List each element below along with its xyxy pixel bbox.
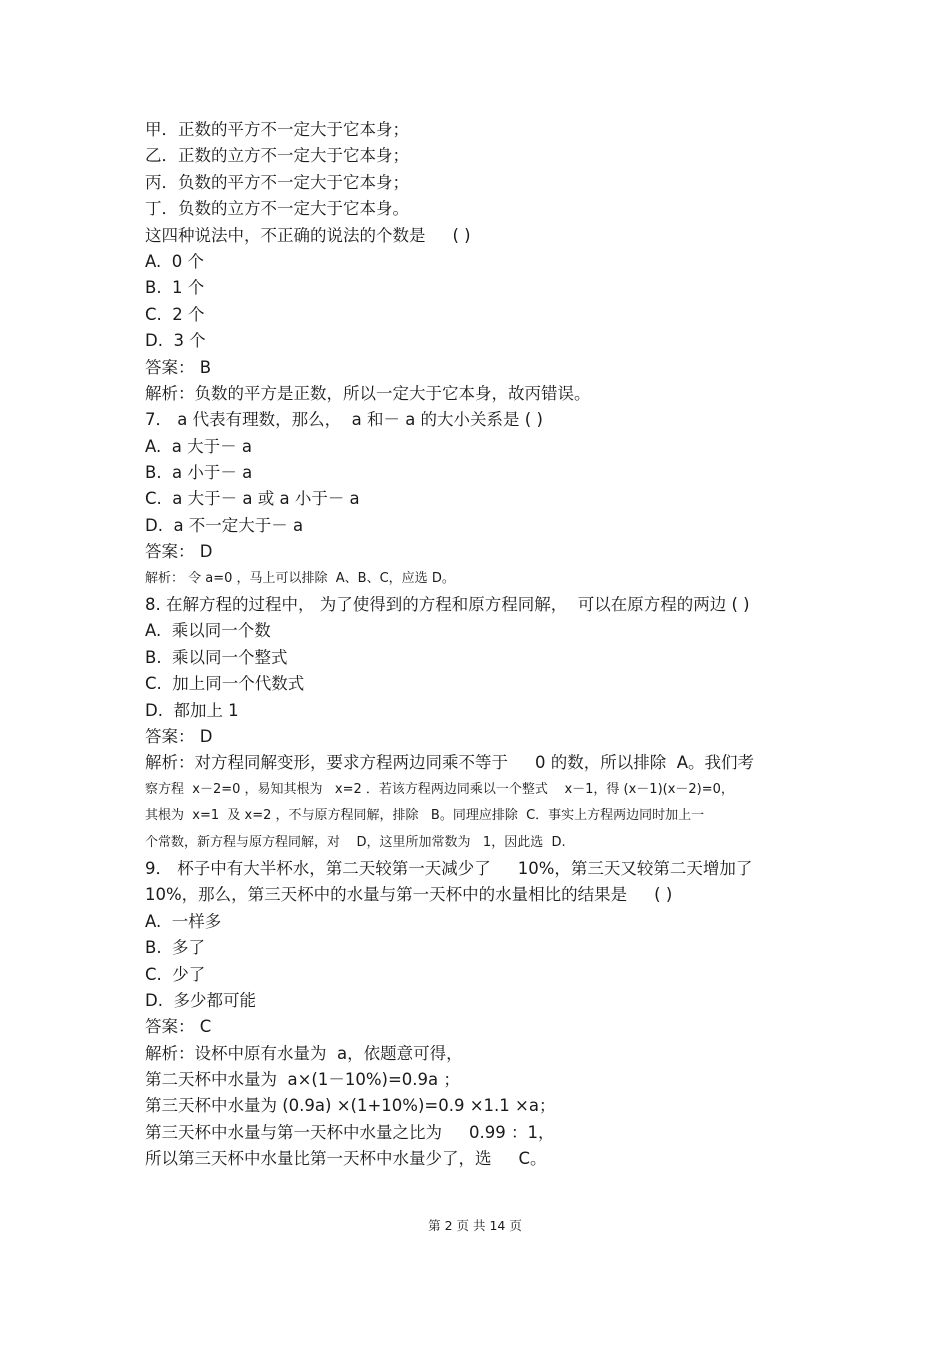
text-line: 个常数，新方程与原方程同解，对 D，这里所加常数为 1，因此选 D. <box>145 834 566 850</box>
text-line: 察方程 x－2=0 ，易知其根为 x=2 ．若该方程两边同乘以一个整式 x－1，得 (x－1)(x－2)=0， <box>145 781 734 797</box>
text-line: A. a 大于－ a <box>145 436 252 456</box>
text-line: D. 多少都可能 <box>145 990 256 1010</box>
text-line: B. 多了 <box>145 938 206 958</box>
text-line: 所以第三天杯中水量比第一天杯中水量少了，选 C。 <box>145 1149 547 1169</box>
text-line: C. 少了 <box>145 964 206 984</box>
text-line: C. 2 个 <box>145 304 205 324</box>
text-line: 答案： B <box>145 357 212 377</box>
text-line: B. a 小于－ a <box>145 463 253 483</box>
text-line: 答案： D <box>145 726 213 746</box>
text-line: 答案： D <box>145 542 213 562</box>
text-line: 答案： C <box>145 1017 212 1037</box>
text-line: D. a 不一定大于－ a <box>145 515 304 535</box>
text-line: 10%，那么，第三天杯中的水量与第一天杯中的水量相比的结果是 ( ) <box>145 885 673 905</box>
text-line: 这四种说法中，不正确的说法的个数是 ( ) <box>145 225 471 245</box>
text-line: A. 一样多 <box>145 911 222 931</box>
text-line: 7． a 代表有理数，那么， a 和－ a 的大小关系是 ( ) <box>145 410 543 430</box>
text-line: 解析：负数的平方是正数，所以一定大于它本身，故丙错误。 <box>145 383 591 403</box>
text-line: 第三天杯中水量与第一天杯中水量之比为 0.99 ：1， <box>145 1122 555 1142</box>
text-line: 9． 杯子中有大半杯水，第二天较第一天减少了 10%，第三天又较第二天增加了 <box>145 858 753 878</box>
text-line: 8. 在解方程的过程中， 为了使得到的方程和原方程同解， 可以在原方程的两边 ( ) <box>145 595 750 615</box>
text-line: 其根为 x=1 及 x=2 ，不与原方程同解，排除 B。同理应排除 C．事实上方程两边同时加上一 <box>145 808 705 824</box>
text-line: A. 0 个 <box>145 251 204 271</box>
text-line: D. 都加上 1 <box>145 700 239 720</box>
text-line: C. a 大于－ a 或 a 小于－ a <box>145 489 360 509</box>
question-text-block <box>145 117 835 1173</box>
page-footer: 第 2 页 共 14 页 <box>428 1218 522 1233</box>
text-line: C. 加上同一个代数式 <box>145 674 305 694</box>
text-line: 解析：对方程同解变形，要求方程两边同乘不等于 0 的数，所以排除 A。我们考 <box>145 753 755 773</box>
text-line: 丙．负数的平方不一定大于它本身； <box>145 172 409 192</box>
text-line: 丁．负数的立方不一定大于它本身。 <box>145 199 409 219</box>
text-line: 甲．正数的平方不一定大于它本身； <box>145 120 409 139</box>
text-line: B. 1 个 <box>145 278 205 298</box>
text-line: 第三天杯中水量为 (0.9a) ×(1+10%)=0.9 ×1.1 ×a； <box>145 1096 556 1116</box>
text-line: 乙．正数的立方不一定大于它本身； <box>145 146 409 166</box>
text-line: 第二天杯中水量为 a×(1－10%)=0.9a ； <box>145 1070 460 1090</box>
text-line: D. 3 个 <box>145 331 206 351</box>
text-line: 解析：设杯中原有水量为 a，依题意可得， <box>145 1043 463 1063</box>
text-line: A. 乘以同一个数 <box>145 621 271 641</box>
text-line: B. 乘以同一个整式 <box>145 647 288 667</box>
text-line: 解析： 令 a=0 ，马上可以排除 A、B、C，应选 D。 <box>145 570 455 586</box>
